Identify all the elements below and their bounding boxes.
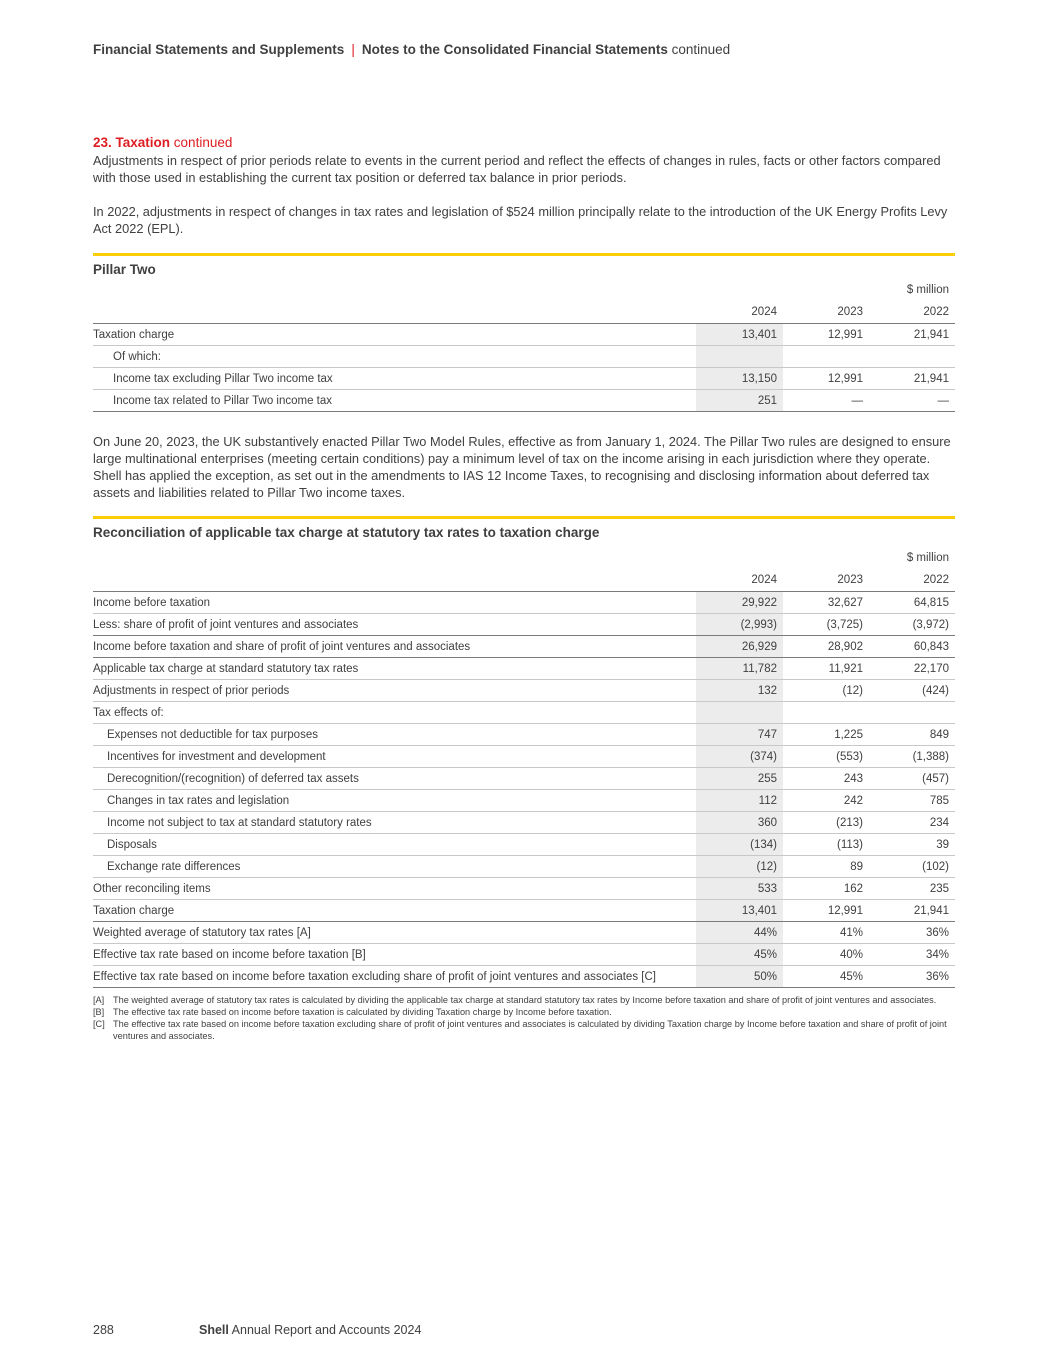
row-label: Weighted average of statutory tax rates [A] [93,922,696,944]
paragraph-pillar-two: On June 20, 2023, the UK substantively enacted Pillar Two Model Rules, effective as from January 1, 2024. The Pillar Two rules are designed to ensure large multinational enterprises (meeting certain conditions) pay a minimum level of tax on the income arising in each jurisdiction where they operate. Shell has applied the exception, as set out in the amendments to IAS 12 Income Taxes, to recognising and disclosing information about deferred tax assets and liabilities related to Pillar Two income taxes. [93,434,951,500]
cell-2022: 36% [869,922,955,944]
cell-2022: 785 [869,790,955,812]
row-label: Applicable tax charge at standard statutory tax rates [93,658,696,680]
row-label: Income before taxation [93,592,696,614]
reconciliation-title: Reconciliation of applicable tax charge at statutory tax rates to taxation charge [93,525,600,540]
note-title [93,134,955,152]
cell-2024: (374) [696,746,783,768]
row-label: Derecognition/(recognition) of deferred tax assets [93,768,696,790]
cell-2024: 132 [696,680,783,702]
footnote-text: The weighted average of statutory tax rates is calculated by dividing the applicable tax charge at standard statutory tax rates by Income before taxation and share of profit of joint ventures and associates. [113,995,937,1005]
cell-2023: 40% [783,944,869,966]
row-label: Other reconciling items [93,878,696,900]
cell-2022: 64,815 [869,592,955,614]
cell-2022: 21,941 [869,900,955,922]
cell-2023: 12,991 [783,368,869,390]
year-header: 2023 [783,569,869,592]
year-header: 2024 [696,569,783,592]
cell-2023: (3,725) [783,614,869,636]
cell-2023: 243 [783,768,869,790]
cell-2024: 255 [696,768,783,790]
table-row [93,592,955,614]
row-label: Income tax excluding Pillar Two income tax [93,368,696,390]
footnote-tag: [A] [93,995,105,1005]
table-row [93,636,955,658]
row-label: Incentives for investment and development [93,746,696,768]
table-row [93,922,955,944]
paragraph-epl: In 2022, adjustments in respect of changes in tax rates and legislation of $524 million principally relate to the introduction of the UK Energy Profits Levy Act 2022 (EPL). [93,204,948,236]
row-label: Disposals [93,834,696,856]
row-label: Changes in tax rates and legislation [93,790,696,812]
row-label: Adjustments in respect of prior periods [93,680,696,702]
cell-2024: 13,150 [696,368,783,390]
cell-2024: 11,782 [696,658,783,680]
pillar-two-table [93,279,955,412]
header-continued: continued [671,42,731,57]
cell-2023: 89 [783,856,869,878]
unit-label: $ million [906,284,949,296]
cell-2024: 13,401 [696,900,783,922]
cell-2024: 45% [696,944,783,966]
cell-2024: (134) [696,834,783,856]
page-content [93,134,955,1042]
row-label: Effective tax rate based on income before taxation [B] [93,944,696,966]
cell-2024: 13,401 [696,324,783,346]
brand-name: Shell [199,1323,229,1337]
cell-2022: 60,843 [869,636,955,658]
row-label: Effective tax rate based on income before taxation excluding share of profit of joint ventures and associates [C] [93,966,696,988]
cell-2023 [783,346,869,368]
row-label: Income not subject to tax at standard statutory rates [93,812,696,834]
cell-2022 [869,702,955,724]
table-row [93,658,955,680]
cell-2023: (553) [783,746,869,768]
cell-2023: 1,225 [783,724,869,746]
table-row [93,966,955,988]
pillar-two-title: Pillar Two [93,262,156,277]
cell-2023: 41% [783,922,869,944]
cell-2022: (3,972) [869,614,955,636]
table-row [93,724,955,746]
cell-2023: 12,991 [783,900,869,922]
cell-2024: (12) [696,856,783,878]
header-section: Financial Statements and Supplements [93,42,345,57]
cell-2024: 360 [696,812,783,834]
cell-2022: (424) [869,680,955,702]
cell-2023 [783,702,869,724]
note-number-title: 23. Taxation [93,135,171,150]
cell-2024: 251 [696,390,783,412]
cell-2024: 533 [696,878,783,900]
cell-2022: 36% [869,966,955,988]
table-row [93,324,955,346]
footnote-tag: [C] [93,1019,105,1029]
footnote-text: The effective tax rate based on income before taxation excluding share of profit of joint ventures and associates is calculated by dividing Taxation charge by Income before taxation and share of profit of joint ventures and associates. [113,1019,947,1041]
footnote [93,1006,955,1018]
table-row [93,878,955,900]
table-row [93,346,955,368]
table-row [93,390,955,412]
row-label: Less: share of profit of joint ventures and associates [93,614,696,636]
cell-2023: 11,921 [783,658,869,680]
cell-2022 [869,346,955,368]
row-label: Tax effects of: [93,702,696,724]
table-row [93,680,955,702]
table-row [93,746,955,768]
table-row [93,790,955,812]
year-header: 2022 [869,301,955,324]
year-header: 2024 [696,301,783,324]
row-label: Of which: [93,346,696,368]
year-header: 2023 [783,301,869,324]
cell-2023: 32,627 [783,592,869,614]
table-row [93,812,955,834]
cell-2022: (457) [869,768,955,790]
row-label: Taxation charge [93,900,696,922]
row-label: Taxation charge [93,324,696,346]
cell-2022: 34% [869,944,955,966]
running-header [93,42,730,57]
cell-2023: 12,991 [783,324,869,346]
cell-2022: 849 [869,724,955,746]
cell-2022: — [869,390,955,412]
cell-2022: (1,388) [869,746,955,768]
cell-2022: 39 [869,834,955,856]
cell-2022: 21,941 [869,368,955,390]
paragraph-prior-periods: Adjustments in respect of prior periods relate to events in the current period and reflect the effects of changes in rules, facts or other factors compared with those used in establishing the current tax position or deferred tax balance in prior periods. [93,153,941,185]
table-row [93,702,955,724]
cell-2024: 50% [696,966,783,988]
table-row [93,368,955,390]
cell-2024: 44% [696,922,783,944]
cell-2022: 21,941 [869,324,955,346]
cell-2022: 22,170 [869,658,955,680]
page-number: 288 [93,1323,114,1337]
cell-2024: 29,922 [696,592,783,614]
cell-2023: 45% [783,966,869,988]
footnote-text: The effective tax rate based on income before taxation is calculated by dividing Taxation charge by Income before taxation. [113,1007,612,1017]
row-label: Exchange rate differences [93,856,696,878]
cell-2024: 112 [696,790,783,812]
footnote-tag: [B] [93,1007,105,1017]
cell-2022: (102) [869,856,955,878]
table-row [93,944,955,966]
cell-2024: (2,993) [696,614,783,636]
note-continued: continued [173,135,233,150]
table-row [93,856,955,878]
cell-2024 [696,346,783,368]
year-header: 2022 [869,569,955,592]
unit-label: $ million [906,552,949,564]
cell-2024: 26,929 [696,636,783,658]
table-row [93,614,955,636]
footnotes [93,994,955,1042]
row-label: Income before taxation and share of profit of joint ventures and associates [93,636,696,658]
table-row [93,834,955,856]
cell-2024: 747 [696,724,783,746]
reconciliation-table [93,547,955,988]
row-label: Income tax related to Pillar Two income tax [93,390,696,412]
cell-2023: (113) [783,834,869,856]
cell-2022: 234 [869,812,955,834]
cell-2023: 28,902 [783,636,869,658]
cell-2022: 235 [869,878,955,900]
footnote [93,994,955,1006]
cell-2023: (213) [783,812,869,834]
table-row [93,768,955,790]
row-label: Expenses not deductible for tax purposes [93,724,696,746]
cell-2024 [696,702,783,724]
footnote [93,1018,955,1042]
cell-2023: — [783,390,869,412]
cell-2023: (12) [783,680,869,702]
table-row [93,900,955,922]
document-name: Annual Report and Accounts 2024 [231,1323,422,1337]
cell-2023: 242 [783,790,869,812]
header-separator: | [351,42,355,57]
cell-2023: 162 [783,878,869,900]
page-footer [93,1323,421,1337]
header-subsection: Notes to the Consolidated Financial Statements [361,42,668,57]
